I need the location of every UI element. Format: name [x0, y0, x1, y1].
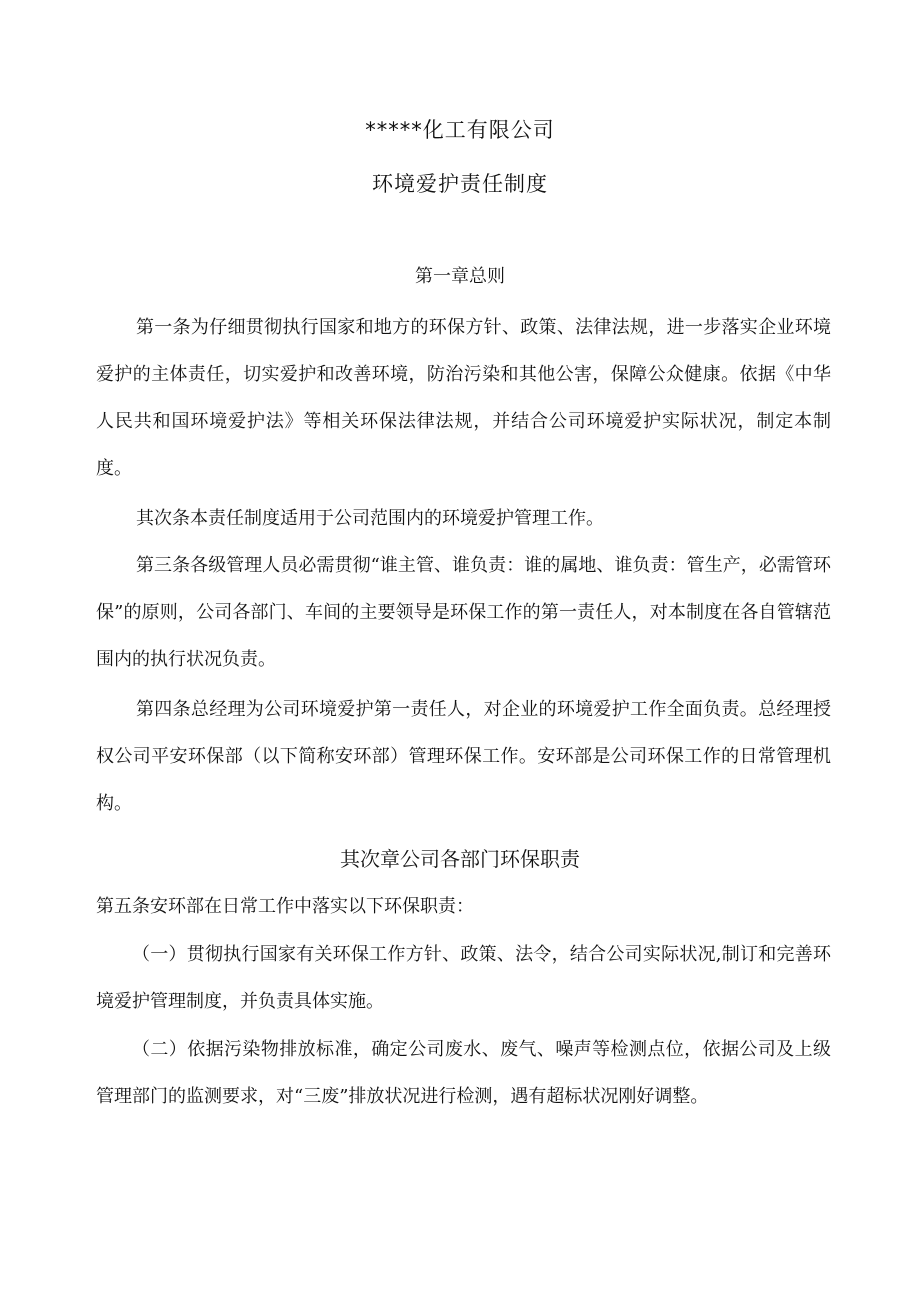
article-5-intro: 第五条安环部在日常工作中落实以下环保职责： — [96, 896, 474, 917]
chapter-2-heading: 其次章公司各部门环保职责 — [340, 847, 580, 871]
article-3: 第三条各级管理人员必需贯彻“谁主管、谁负责：谁的属地、谁负责：管生产，必需管环保”的原则，公司各部门、车间的主要领导是环保工作的第一责任人，对本制度在各自管辖范围内的执行状况负责。 — [96, 555, 831, 670]
article-5-item-2: （二）依据污染物排放标准，确定公司废水、废气、噪声等检测点位，依据公司及上级管理部门的监测要求，对“三废”排放状况进行检测，遇有超标状况刚好调整。 — [96, 1039, 831, 1107]
document-title: 环境爱护责任制度 — [372, 172, 548, 196]
article-2: 其次条本责任制度适用于公司范围内的环境爱护管理工作。 — [136, 508, 604, 529]
chapter-1-heading: 第一章总则 — [415, 266, 505, 287]
company-name: *****化工有限公司 — [365, 118, 555, 142]
article-4: 第四条总经理为公司环境爱护第一责任人，对企业的环境爱护工作全面负责。总经理授权公司平安环保部（以下简称安环部）管理环保工作。安环部是公司环保工作的日常管理机构。 — [96, 699, 831, 814]
article-5-item-1: （一）贯彻执行国家有关环保工作方针、政策、法令，结合公司实际状况,制订和完善环境爱护管理制度，并负责具体实施。 — [96, 944, 831, 1012]
article-1: 第一条为仔细贯彻执行国家和地方的环保方针、政策、法律法规，进一步落实企业环境爱护的主体责任，切实爱护和改善环境，防治污染和其他公害，保障公众健康。依据《中华人民共和国环境爱护法》等相关环保法律法规，并结合公司环境爱护实际状况，制定本制度。 — [96, 317, 831, 479]
